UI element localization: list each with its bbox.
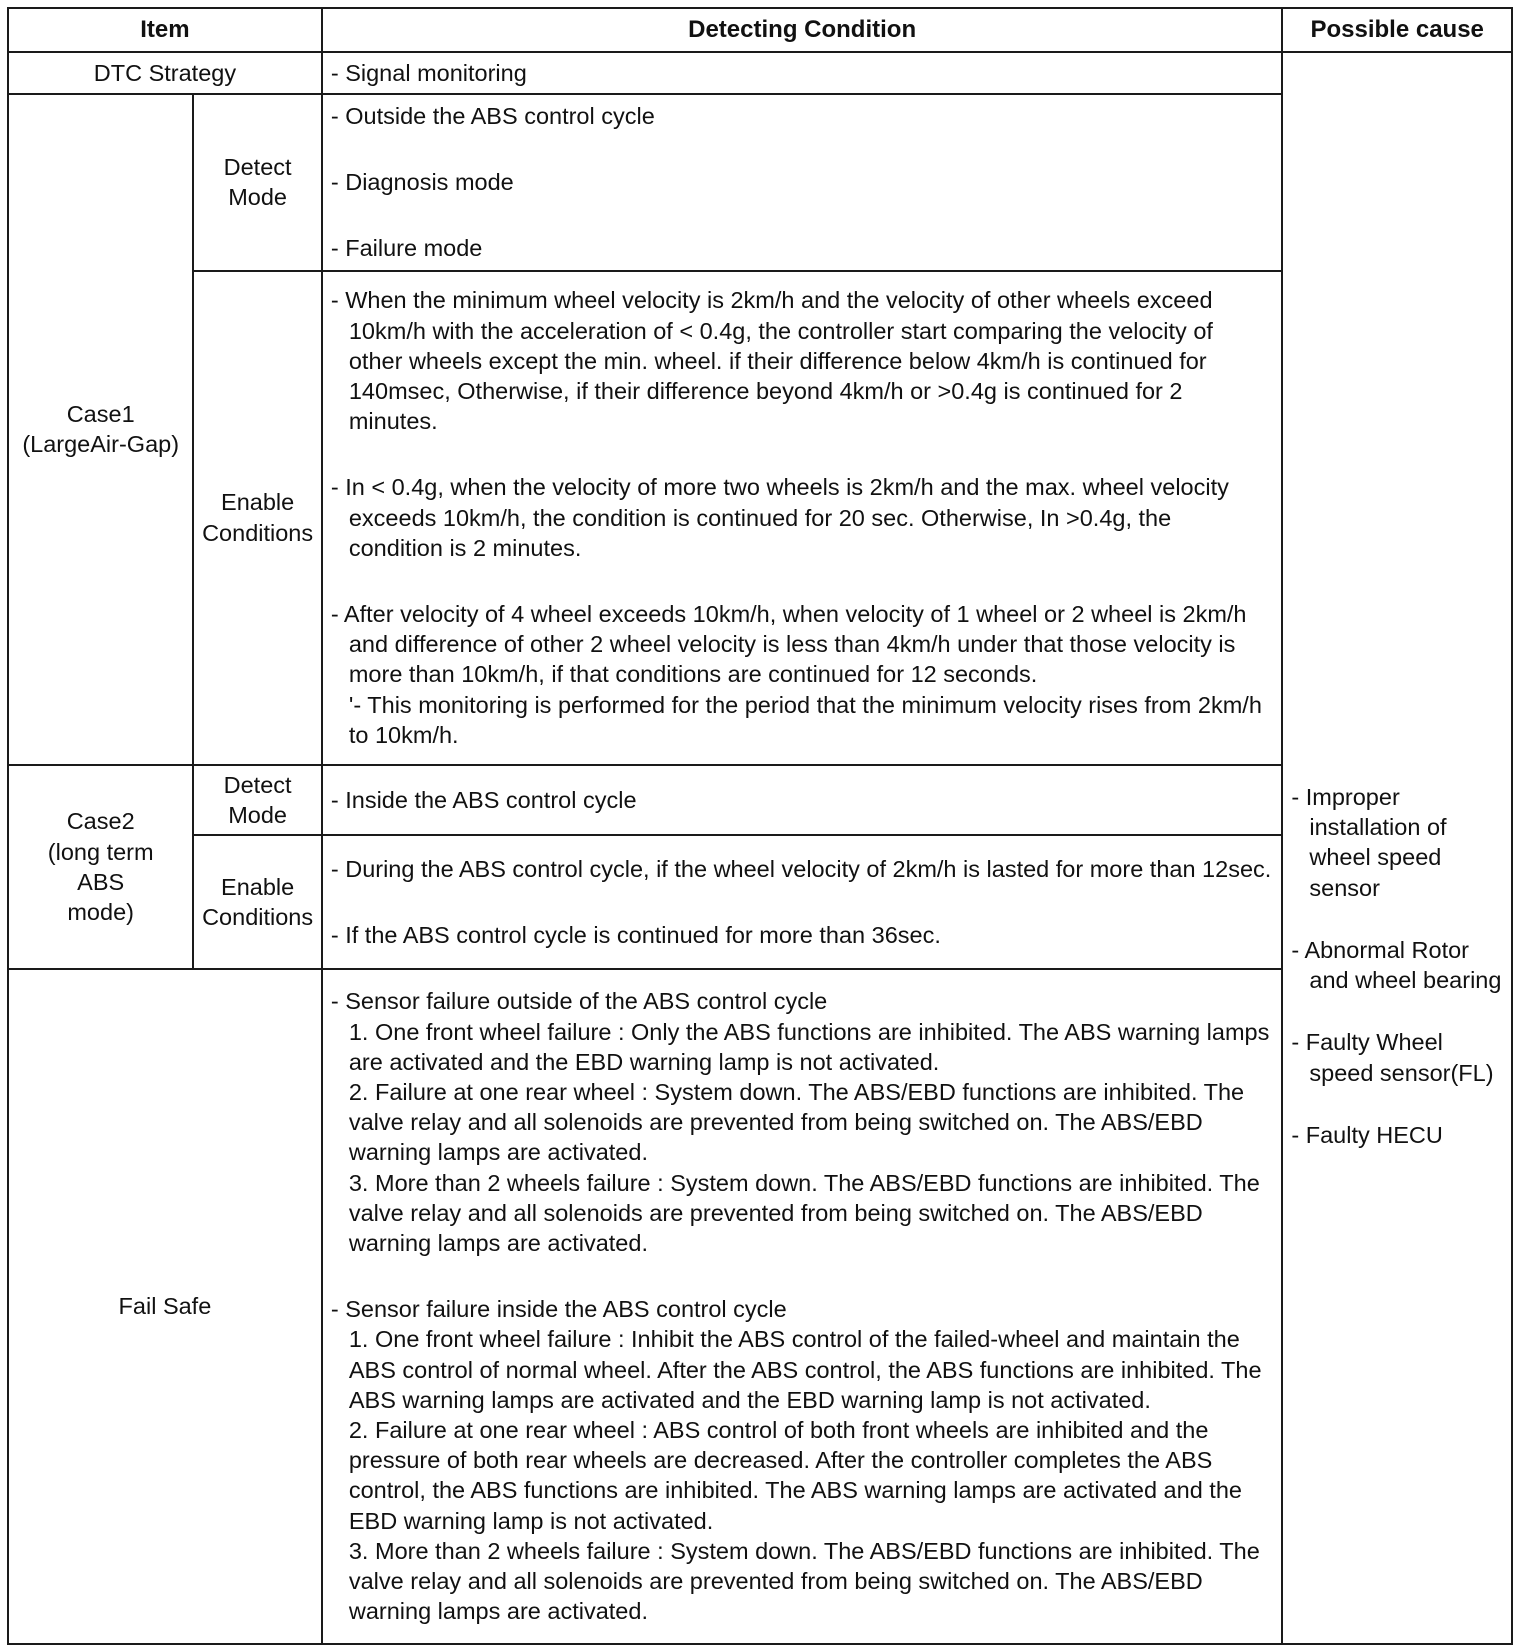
header-item: Item bbox=[8, 8, 322, 52]
list-item-text: Signal monitoring bbox=[345, 59, 527, 86]
fail-safe-label: Fail Safe bbox=[8, 969, 322, 1644]
cause-item bbox=[1291, 782, 1505, 903]
cause-text: Improper installation of wheel speed sensor bbox=[1305, 784, 1454, 901]
cause-text: Faulty HECU bbox=[1305, 1121, 1443, 1148]
cause-text: Abnormal Rotor and wheel bearing bbox=[1304, 936, 1502, 994]
case2-enable-conditions bbox=[322, 835, 1283, 969]
dash-marker: - bbox=[330, 59, 346, 86]
dtc-strategy-condition bbox=[322, 52, 1283, 94]
fail-safe-block-title: - Sensor failure inside the ABS control cycle bbox=[330, 1296, 787, 1323]
case1-detect-mode-label: Detect Mode bbox=[193, 94, 322, 271]
case1-label: Case1 (LargeAir-Gap) bbox=[8, 94, 193, 765]
cause-item bbox=[1291, 1120, 1505, 1150]
dtc-table bbox=[7, 7, 1513, 1645]
case1-note: '- This monitoring is performed for the period that the minimum velocity rises from 2km/h to 10km/h. bbox=[348, 691, 1262, 748]
case2-detect-mode-label: Detect Mode bbox=[193, 765, 322, 835]
row-dtc-strategy bbox=[8, 52, 1512, 94]
case2-detect-mode-conditions bbox=[322, 765, 1283, 835]
list-item: - If the ABS control cycle is continued for more than 36sec. bbox=[330, 921, 941, 948]
fail-safe-line: 3. More than 2 wheels failure : System down. The ABS/EBD functions are inhibited. The valve relay and all solenoids are prevented from being switched on. The ABS/EBD warning lamps are activated. bbox=[348, 1537, 1260, 1625]
case1-detect-mode-conditions bbox=[322, 94, 1283, 271]
case2-label: Case2 (long term ABS mode) bbox=[8, 765, 193, 969]
cause-text: Faulty Wheel speed sensor(FL) bbox=[1305, 1029, 1494, 1086]
dash-marker: - bbox=[1291, 936, 1305, 963]
header-possible-cause: Possible cause bbox=[1282, 8, 1512, 52]
case1-enable-conditions-label: Enable Conditions bbox=[193, 271, 322, 765]
list-item: - During the ABS control cycle, if the wheel velocity of 2km/h is lasted for more than 12sec. bbox=[330, 855, 1272, 882]
fail-safe-block-title: - Sensor failure outside of the ABS control cycle bbox=[330, 988, 828, 1015]
fail-safe-line: 1. One front wheel failure : Inhibit the ABS control of the failed-wheel and maintain the ABS control of normal wheel. After the ABS control, the ABS functions are inhibited. The ABS warning lamps are activated and the EBD warning lamp is not activated. bbox=[348, 1326, 1262, 1413]
fail-safe-line: 1. One front wheel failure : Only the ABS functions are inhibited. The ABS warning lamps are activated and the EBD warning lamp is not activated. bbox=[348, 1018, 1270, 1075]
list-item: - When the minimum wheel velocity is 2km/h and the velocity of other wheels exceed 10km/h with the acceleration of < 0.4g, the controller start comparing the velocity of other wheels except the min. wheel. if their difference below 4km/h is continued for 140msec, Otherwise, if their difference beyond 4km/h or >0.4g is continued for 2 minutes. bbox=[330, 287, 1220, 435]
list-item bbox=[331, 58, 1272, 88]
possible-cause-cell bbox=[1282, 52, 1512, 1644]
fail-safe-line: 2. Failure at one rear wheel : ABS control of both front wheels are inhibited and the pressure of both rear wheels are decreased. After the controller completes the ABS control, the ABS functions are inhibited. The ABS warning lamps are activated and the EBD warning lamp is not activated. bbox=[348, 1416, 1242, 1534]
fail-safe-conditions bbox=[322, 969, 1283, 1644]
dtc-strategy-label: DTC Strategy bbox=[8, 52, 322, 94]
header-detecting-condition: Detecting Condition bbox=[322, 8, 1283, 52]
list-item: - Outside the ABS control cycle bbox=[330, 103, 655, 129]
header-row bbox=[8, 8, 1512, 52]
cause-item bbox=[1291, 935, 1505, 995]
list-item: - Diagnosis mode bbox=[330, 169, 514, 196]
dash-marker: - bbox=[1291, 784, 1306, 811]
case1-enable-conditions bbox=[322, 271, 1283, 765]
dash-marker: - bbox=[1291, 1029, 1306, 1056]
fail-safe-line: 3. More than 2 wheels failure : System down. The ABS/EBD functions are inhibited. The valve relay and all solenoids are prevented from being switched on. The ABS/EBD warning lamps are activated. bbox=[348, 1169, 1260, 1256]
case2-enable-conditions-label: Enable Conditions bbox=[193, 835, 322, 969]
fail-safe-line: 2. Failure at one rear wheel : System down. The ABS/EBD functions are inhibited. The valve relay and all solenoids are prevented from being switched on. The ABS/EBD warning lamps are activated. bbox=[348, 1078, 1245, 1166]
cause-item bbox=[1291, 1027, 1505, 1087]
list-item: - Failure mode bbox=[330, 235, 483, 262]
list-item: - In < 0.4g, when the velocity of more two wheels is 2km/h and the max. wheel velocity exceeds 10km/h, the condition is continued for 20 sec. Otherwise, In >0.4g, the condition is 2 minutes. bbox=[330, 474, 1236, 561]
possible-cause-list bbox=[1291, 546, 1505, 1150]
list-item: - Inside the ABS control cycle bbox=[330, 786, 637, 813]
list-item: - After velocity of 4 wheel exceeds 10km/h, when velocity of 1 wheel or 2 wheel is 2km/h and difference of other 2 wheel velocity is less than 4km/h under that those velocity is more than 10km/h, if that conditions are continued for 12 seconds. bbox=[330, 600, 1254, 688]
dash-marker: - bbox=[1291, 1121, 1306, 1148]
